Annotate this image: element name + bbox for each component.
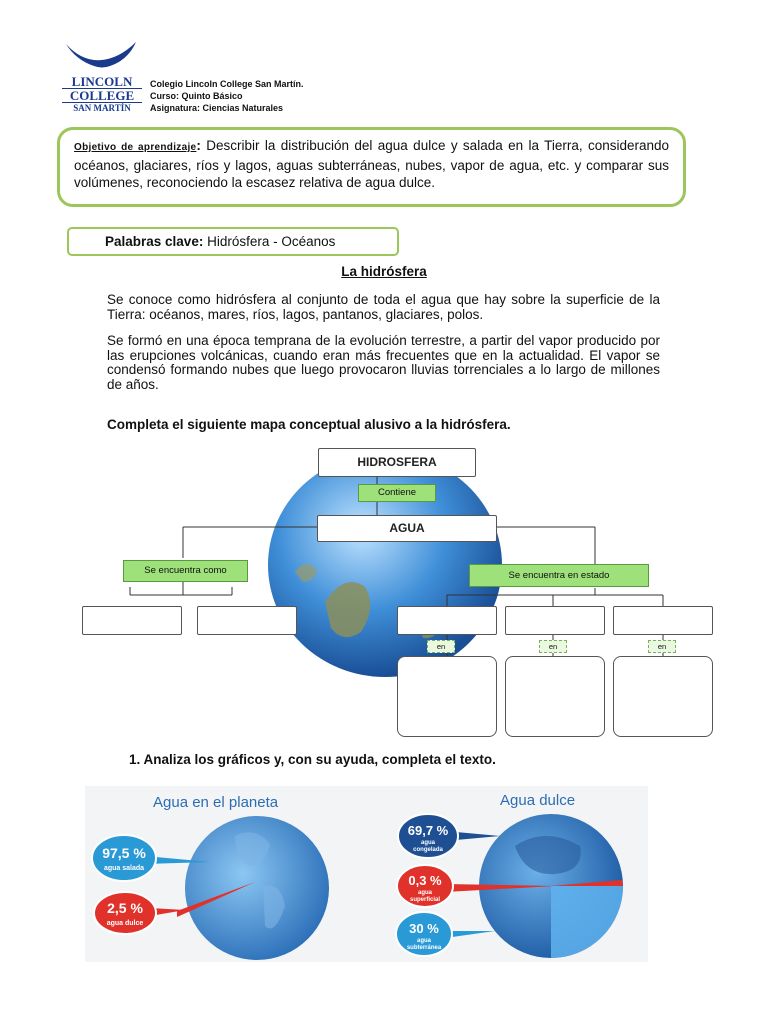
surface-label2: superficial <box>409 897 441 903</box>
answer-box-example-2[interactable] <box>505 656 605 737</box>
question-1: 1. Analiza los gráficos y, con su ayuda, completa el texto. <box>129 752 496 767</box>
agua-box <box>317 515 497 542</box>
graphs-svg <box>85 786 648 962</box>
keywords-value: Hidrósfera - Océanos <box>207 234 336 249</box>
planet-graph-title: Agua en el planeta <box>153 794 279 811</box>
answer-box-state-2[interactable] <box>505 606 605 635</box>
answer-box-example-3[interactable] <box>613 656 713 737</box>
paragraph-2: Se formó en una época temprana de la evolución terrestre, a partir del vapor producido por las erupciones volcánicas, cuando eran más frecuentes que en la actualidad. El vapor se condensó formando nubes que luego provocaron lluvias torrenciales a lo largo de millones de años. <box>107 333 660 392</box>
ground-value: 30 % <box>409 921 439 936</box>
objective-label: Objetivo de aprendizaje <box>74 142 197 153</box>
keywords-label: Palabras clave: <box>105 234 204 249</box>
en-tag-2: en <box>539 640 567 653</box>
frozen-value: 69,7 % <box>407 823 449 838</box>
planet-fresh-value: 2,5 % <box>107 900 143 916</box>
paragraph-1: Se conoce como hidrósfera al conjunto de toda el agua que hay sobre la superficie de la Tierra: océanos, mares, ríos, lagos, pantanos, glaciares, polos. <box>107 292 660 322</box>
answer-box-1[interactable] <box>82 606 182 635</box>
subject: Asignatura: Ciencias Naturales <box>150 103 284 113</box>
answer-box-state-3[interactable] <box>613 606 713 635</box>
water-graphs <box>85 786 648 962</box>
section-title: La hidrósfera <box>341 264 427 279</box>
se-encuentra-en-estado-tag: Se encuentra en estado <box>469 564 649 587</box>
concept-map <box>60 440 740 740</box>
concept-map-instruction: Completa el siguiente mapa conceptual alusivo a la hidrósfera. <box>107 417 511 432</box>
answer-box-example-1[interactable] <box>397 656 497 737</box>
logo-line2: COLLEGE <box>62 88 142 102</box>
logo-line1: LINCOLN <box>71 74 133 89</box>
se-encuentra-como-tag: Se encuentra como <box>123 560 248 582</box>
ground-slice <box>551 886 623 958</box>
school-name: Colegio Lincoln College San Martín. <box>150 79 304 89</box>
school-info <box>150 78 304 114</box>
school-logo <box>62 40 142 112</box>
planet-salt-label: agua salada <box>103 865 145 872</box>
hidrosfera-box <box>318 448 476 477</box>
en-tag-1: en <box>427 640 455 653</box>
planet-fresh-label: agua dulce <box>106 920 144 927</box>
hidrosfera-label: HIDROSFERA <box>357 455 437 469</box>
answer-box-state-1[interactable] <box>397 606 497 635</box>
ground-label2: subterránea <box>406 945 442 951</box>
eagle-icon <box>62 40 142 70</box>
en-tag-3: en <box>648 640 676 653</box>
objective-box: Objetivo de aprendizaje: Describir la distribución del agua dulce y salada en la Tierra, considerando océanos, glaciares, ríos y lagos, aguas subterráneas, nubes, vapor de agua, etc. y comparar sus volúmenes, reconociendo la escasez relativa de agua dulce. <box>57 127 686 207</box>
surface-value: 0,3 % <box>408 873 442 888</box>
course: Curso: Quinto Básico <box>150 91 243 101</box>
fresh-graph-title: Agua dulce <box>500 792 576 809</box>
planet-salt-value: 97,5 % <box>102 845 146 861</box>
answer-box-2[interactable] <box>197 606 297 635</box>
keywords-box <box>67 227 399 256</box>
frozen-label2: congelada <box>413 847 443 853</box>
agua-label: AGUA <box>389 521 425 535</box>
logo-line3: SAN MARTÍN <box>62 102 142 114</box>
frozen-label1: agua <box>420 840 436 846</box>
ground-label1: agua <box>416 938 432 944</box>
surface-label1: agua <box>417 890 433 896</box>
contiene-tag: Contiene <box>358 484 436 502</box>
objective-text: Describir la distribución del agua dulce y salada en la Tierra, considerando océanos, glaciares, ríos y lagos, aguas subterráneas, nubes, vapor de agua, etc. y comparar sus volúmenes, reconociendo la escasez relativa de agua dulce. <box>74 138 670 190</box>
